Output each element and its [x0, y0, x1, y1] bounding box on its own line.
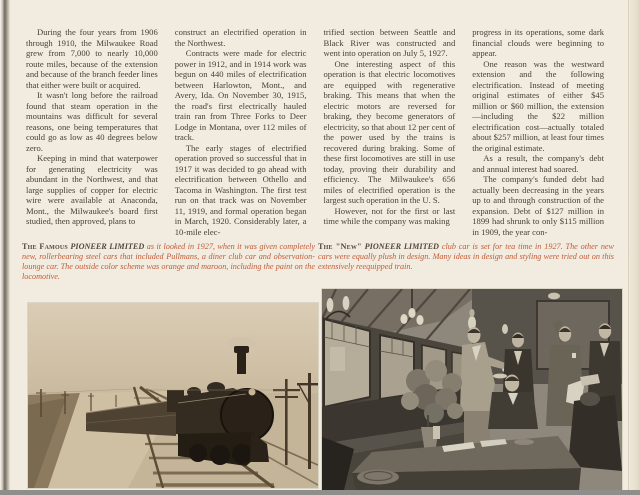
text-column-4: [472, 27, 604, 237]
sky: [28, 303, 318, 395]
paragraph: However, not for the first or last time while the company was making: [323, 205, 456, 226]
paragraph: trified section between Seattle and Black River was constructed and went into operation on July 5, 1927.: [323, 27, 456, 58]
caption-train-name: PIONEER LIMITED: [70, 242, 145, 251]
paragraph: The company's funded debt had actually been decreasing in the years up to and through construction of the expansion. Debt of $127 million in 1899 had shrunk to only $115 million in 1909, the year con-: [472, 174, 604, 237]
smokestack: [237, 350, 246, 374]
text-column-2: [175, 27, 307, 237]
body-text-columns: [26, 27, 604, 237]
paragraph: One reason was the westward extension and the following electrification. Instead of meeting original estimates of either $45 million or $60 million, the extension—including the $22 million electrification cost—actually totaled about $257 million, at least four times the original estimate.: [472, 58, 604, 153]
caption-body: club car is set for tea time in 1927. The other new cars were equally plush in design. Many ideas in design and styling were tried out on this extensively reequipped train.: [318, 242, 615, 271]
steam-train-photo: [28, 303, 318, 488]
paragraph: Contracts were made for electric power in 1912, and in 1914 work was begun on 440 miles of electrification between Harlowton, Mont., and Avery, Ida. On November 30, 1915, the road's first electrically hauled train ran from Three Forks to Deer Lodge in Montana, over 112 miles of track.: [174, 48, 307, 142]
caption-left-photo: [22, 242, 315, 282]
steam-train-illustration: [28, 303, 318, 488]
driver-wheel: [189, 444, 207, 462]
paragraph: progress in its operations, some dark financial clouds were beginning to appear.: [472, 27, 604, 58]
driver-wheel: [232, 444, 252, 464]
page-bottom-edge: [0, 490, 640, 495]
text-column-3: [324, 27, 456, 237]
page-right-edge: [628, 0, 640, 490]
caption-right-photo: [318, 242, 614, 272]
caption-train-name: PIONEER LIMITED: [364, 242, 439, 251]
headlight: [249, 389, 256, 396]
paragraph: As a result, the company's debt and annual interest had soared.: [472, 153, 604, 174]
paragraph: construct an electrified operation in the Northwest.: [174, 27, 307, 48]
text-column-1: [26, 27, 158, 237]
caption-lead: The Famous: [22, 242, 68, 251]
caption-lead: The "New": [318, 242, 362, 251]
paragraph: Keeping in mind that waterpower for generating electricity was abundant in the Northwest, and that large supplies of copper for electric wire were available at Anaconda, Mont., the Milwaukee's board first studied, then approved, plans to: [26, 153, 158, 226]
paragraph: The early stages of electrified operation proved so successful that in 1917 it was decided to go ahead with electrification between Othello and Tacoma in Washington. The first test run on that track was on November 11, 1919, and formal operation began in March, 1920. Considerably later, a 10-mile elec-: [174, 142, 307, 237]
driver-wheel: [210, 445, 230, 465]
club-car-photo: [322, 289, 622, 490]
seated-woman: [568, 395, 622, 471]
paragraph: During the four years from 1906 through 1910, the Milwaukee Road grew from 7,000 to nearly 10,000 route miles, because of the extension and because of the branch feeder lines that either were built or acquired.: [26, 27, 158, 90]
club-car-illustration: [322, 289, 622, 490]
drinking-glass: [433, 426, 440, 439]
caption-body: as it looked in 1927, when it was given completely new, rollerbearing steel cars that included Pullmans, a diner club car and observation-lounge car. The outside color scheme was orange and maroon, including the paint on the locomotive.: [22, 242, 315, 281]
binding-gutter-shadow: [0, 0, 10, 490]
paragraph: One interesting aspect of this operation is that electric locomotives are equipped with regenerative braking. This means that when the electric motors are reversed for braking, they become generators of electricity, so that about 12 per cent of the power used by the trains is recovered during braking. Some of these first locomotives are still in use today, proving their durability and efficiency. The Milwaukee's 656 miles of electrified operation is the largest such operation in the U. S.: [323, 58, 456, 205]
paragraph: It wasn't long before the railroad found that steam operation in the mountains was difficult for several reasons, one being temperatures that could go as low as 40 degrees below zero.: [26, 90, 158, 153]
